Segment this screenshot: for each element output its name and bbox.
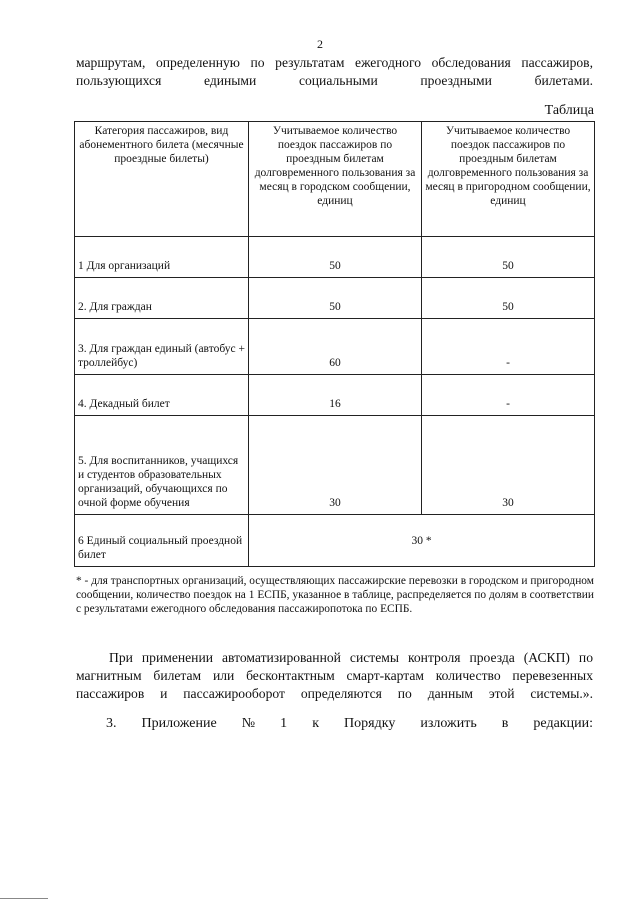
- table-footnote: * - для транспортных организаций, осуществляющих пассажирские перевозки в городском и пригородном сообщении, количество поездок на 1 ЕСПБ, указанное в таблице, распределяется по долям в соответствии с результатами ежегодного обследования пассажиропотока по ЕСПБ.: [76, 575, 594, 615]
- row-city-value: 50: [249, 278, 422, 319]
- header-city-trips: Учитываемое количество поездок пассажиров по проездным билетам долговременного пользования за месяц в городском сообщении, единиц: [249, 122, 422, 237]
- table-header-row: [75, 122, 595, 237]
- row-suburban-value: -: [422, 375, 595, 416]
- trips-table: [74, 121, 595, 567]
- item3-word: редакции:: [533, 716, 593, 731]
- row-city-value: 60: [249, 319, 422, 375]
- row-category: 2. Для граждан: [75, 278, 249, 319]
- row-category: 6 Единый социальный проездной билет: [75, 515, 249, 567]
- table-row: [75, 237, 595, 278]
- item3-word: в: [501, 716, 509, 731]
- table-row: [75, 515, 595, 567]
- askp-paragraph: При применении автоматизированной системы контроля проезда (АСКП) по магнитным билетам или бесконтактным смарт-картам количество перевезенных пассажиров и пассажирооборот определяются по данным этой системы.».: [76, 650, 593, 701]
- item3-word: Порядку: [344, 716, 396, 731]
- row-category: 1 Для организаций: [75, 237, 249, 278]
- row-category: 5. Для воспитанников, учащихся и студентов образовательных организаций, обучающихся по очной форме обучения: [75, 416, 249, 515]
- table-label: Таблица: [544, 103, 594, 118]
- item3-word: 3.: [106, 716, 117, 731]
- header-suburban-trips: Учитываемое количество поездок пассажиров по проездным билетам долговременного пользования за месяц в пригородном сообщении, единиц: [422, 122, 595, 237]
- row-merged-value: 30 *: [249, 515, 595, 567]
- row-city-value: 50: [249, 237, 422, 278]
- item3-word: изложить: [420, 716, 477, 731]
- row-suburban-value: 50: [422, 237, 595, 278]
- scan-edge-line: [0, 898, 48, 899]
- table-row: [75, 319, 595, 375]
- row-suburban-value: -: [422, 319, 595, 375]
- item-3-paragraph: [76, 715, 593, 733]
- table-row: [75, 375, 595, 416]
- item3-word: Приложение: [141, 716, 217, 731]
- page-number: 2: [317, 37, 323, 51]
- item3-word: №: [241, 716, 256, 731]
- row-suburban-value: 50: [422, 278, 595, 319]
- row-city-value: 16: [249, 375, 422, 416]
- header-category: Категория пассажиров, вид абонементного билета (месячные проездные билеты): [75, 122, 249, 237]
- row-suburban-value: 30: [422, 416, 595, 515]
- item3-word: 1: [280, 716, 288, 731]
- row-city-value: 30: [249, 416, 422, 515]
- item3-word: к: [312, 716, 319, 731]
- row-category: 4. Декадный билет: [75, 375, 249, 416]
- table-row: [75, 416, 595, 515]
- intro-paragraph: маршрутам, определенную по результатам ежегодного обследования пассажиров, пользующихся едиными социальными проездными билетами.: [76, 55, 593, 88]
- row-category: 3. Для граждан единый (автобус + троллейбус): [75, 319, 249, 375]
- table-row: [75, 278, 595, 319]
